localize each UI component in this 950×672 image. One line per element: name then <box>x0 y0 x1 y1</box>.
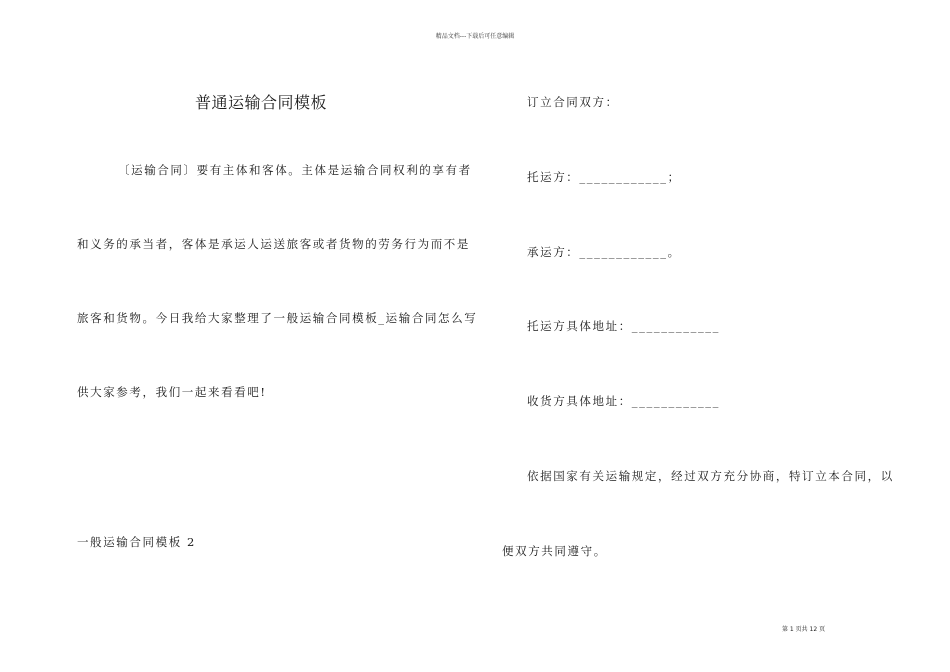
shipper-field: 托运方：____________； <box>527 170 681 184</box>
document-title: 普通运输合同模板 <box>195 93 328 112</box>
paragraph-line-2: 和义务的承当者，客体是承运人运送旅客或者货物的劳务行为而不是 <box>77 237 470 251</box>
section-subheading: 一般运输合同模板 2 <box>77 535 196 549</box>
page-number: 第 1 页共 12 页 <box>782 626 826 633</box>
shipper-address-field: 托运方具体地址：____________ <box>527 319 720 333</box>
paragraph-line-3: 旅客和货物。今日我给大家整理了一般运输合同模板_运输合同怎么写 <box>77 311 478 325</box>
agreement-line-1: 依据国家有关运输规定，经过双方充分协商，特订立本合同，以 <box>527 469 894 483</box>
agreement-line-2: 便双方共同遵守。 <box>502 544 607 558</box>
paragraph-line-4: 供大家参考，我们一起来看看吧! <box>77 385 267 399</box>
carrier-field: 承运方：____________。 <box>527 245 681 259</box>
paragraph-line-1: 〔运输合同〕要有主体和客体。主体是运输合同权利的享有者 <box>118 163 472 177</box>
consignee-address-field: 收货方具体地址：____________ <box>527 394 720 408</box>
page-header: 精品文档---下载后可任意编辑 <box>435 33 515 40</box>
parties-heading: 订立合同双方： <box>527 95 619 109</box>
